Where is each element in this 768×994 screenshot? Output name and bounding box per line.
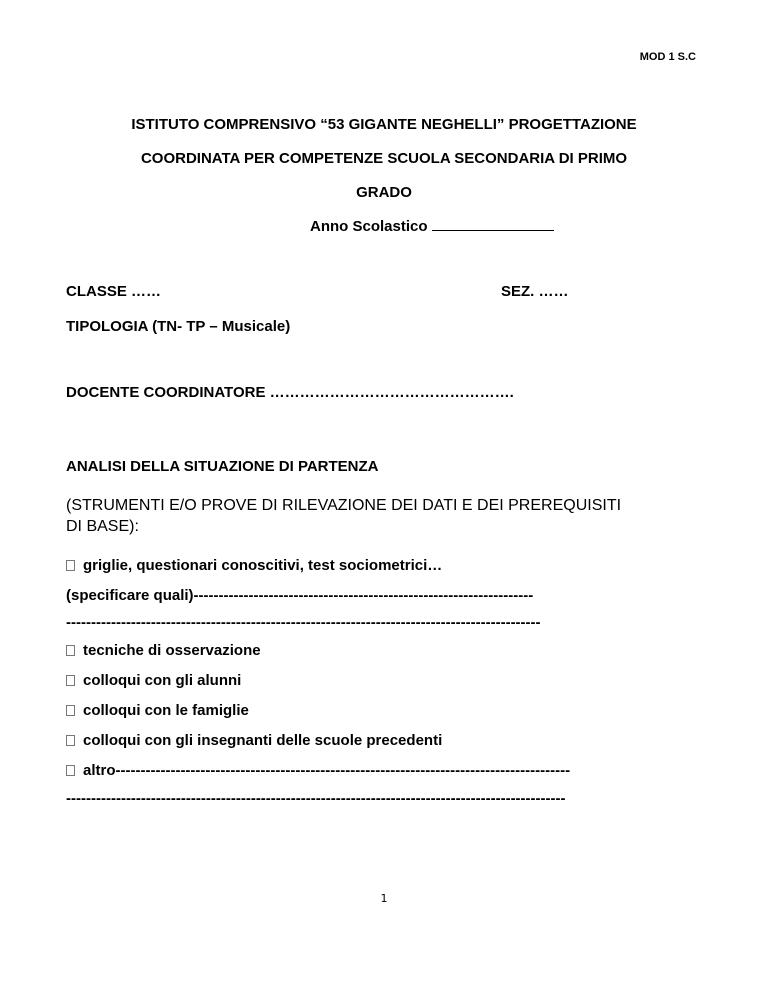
docente-field: DOCENTE COORDINATORE …………………………………………. [66, 384, 514, 401]
analysis-intro-2: DI BASE): [66, 518, 139, 535]
item-griglie [66, 557, 442, 574]
item-altro [66, 762, 662, 779]
title-line-2: COORDINATA PER COMPETENZE SCUOLA SECONDARIA DI PRIMO [140, 150, 628, 167]
item-altro-label: altro------------------------------------------------------------------------------------------- [83, 762, 571, 779]
altro-line-cont: ---------------------------------------------------------------------------------------------------- [66, 790, 566, 807]
analysis-heading: ANALISI DELLA SITUAZIONE DI PARTENZA [66, 458, 379, 475]
specificare-line-cont: ----------------------------------------------------------------------------------------------- [66, 614, 541, 631]
specificare-line: (specificare quali)-------------------------------------------------------------------- [66, 587, 534, 604]
item-famiglie [66, 702, 249, 719]
title-line-1: ISTITUTO COMPRENSIVO “53 GIGANTE NEGHELLI” PROGETTAZIONE [131, 116, 637, 133]
sezione-field: SEZ. …… [501, 283, 569, 300]
item-insegnanti-label: colloqui con gli insegnanti delle scuole precedenti [83, 732, 443, 749]
checkbox-tecniche[interactable] [66, 645, 75, 656]
title-line-3: GRADO [356, 184, 412, 201]
item-alunni-label: colloqui con gli alunni [83, 672, 242, 689]
form-code: MOD 1 S.C [639, 51, 696, 63]
checkbox-altro[interactable] [66, 765, 75, 776]
analysis-intro-1: (STRUMENTI E/O PROVE DI RILEVAZIONE DEI DATI E DEI PREREQUISITI [66, 497, 622, 514]
checkbox-famiglie[interactable] [66, 705, 75, 716]
item-famiglie-label: colloqui con le famiglie [83, 702, 249, 719]
tipologia-field: TIPOLOGIA (TN- TP – Musicale) [66, 318, 291, 335]
item-tecniche [66, 642, 261, 659]
item-insegnanti [66, 732, 442, 749]
checkbox-insegnanti[interactable] [66, 735, 75, 746]
school-year-label: Anno Scolastico [310, 218, 428, 235]
classe-field: CLASSE …… [66, 283, 162, 300]
item-alunni [66, 672, 241, 689]
checkbox-griglie[interactable] [66, 560, 75, 571]
item-tecniche-label: tecniche di osservazione [83, 642, 261, 659]
item-griglie-label: griglie, questionari conoscitivi, test sociometrici… [83, 557, 443, 574]
checkbox-alunni[interactable] [66, 675, 75, 686]
school-year [310, 217, 554, 235]
school-year-blank[interactable] [432, 217, 554, 231]
page-number: 1 [380, 892, 388, 905]
